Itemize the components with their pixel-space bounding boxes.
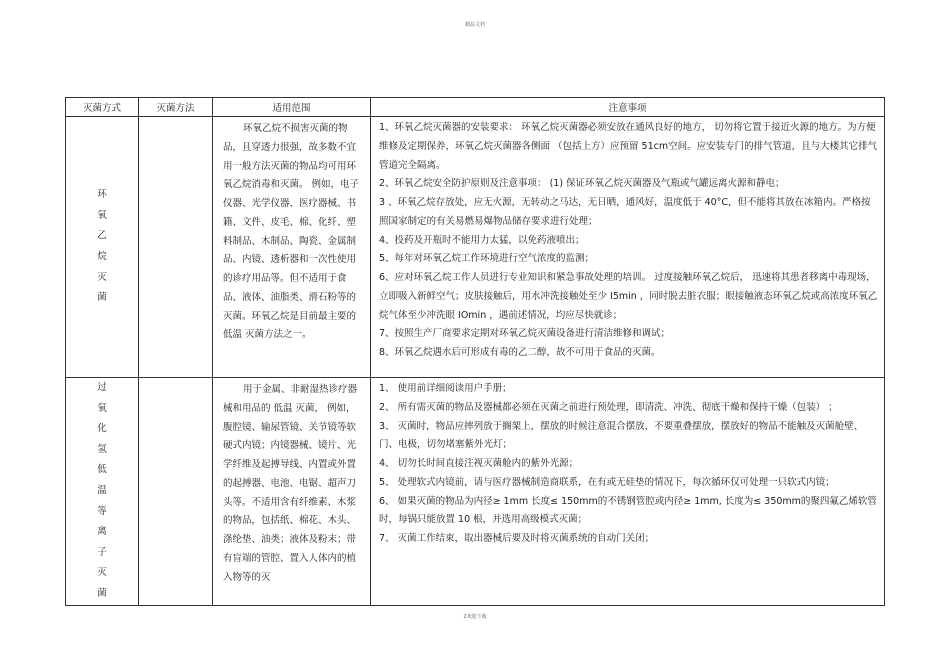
technique-cell <box>139 117 213 378</box>
note-item: 6、应对环氧乙烷工作人员进行专业知识和紧急事故处理的培训。 过度接触环氧乙烷后， 迅速将其患者移离中毒现场，立即吸入新鲜空气；皮肤接触后，用水冲洗接触处至少 I5min ，同时脱去脏衣服；眼接触液态环氧乙烷或高浓度环氧乙烷气体至少冲洗眼 IOmin ，遇前述情况，均应尽快就诊； <box>379 272 878 321</box>
method-name: 过氧化氢低温等离子灭菌 <box>97 382 107 599</box>
notes-list <box>371 117 884 365</box>
note-item: 6、 如果灭菌的物品为内径≥ 1mm 长度≤ 150mm的不锈钢管腔或内径≥ 1mm, 长度为≤ 350mm的聚四氟乙烯软管时，每锅只能放置 10 根，并选用高级模式灭菌； <box>379 495 877 526</box>
note-item: 2、 所有需灭菌的物品及器械都必须在灭菌之前进行预处理，即清洗、冲洗、彻底干燥和保持干燥（包装） ； <box>379 401 838 413</box>
table-header-row <box>66 98 885 117</box>
header-sterilization-method: 灭菌方法 <box>139 98 213 117</box>
note-item: 2、环氧乙烷安全防护原则及注意事项： (1) 保证环氧乙烷灭菌器及气瓶或气罐远离火源和静电； <box>379 178 785 190</box>
page-footer-note: 2欢迎下载 <box>463 614 487 620</box>
scope-cell <box>213 117 371 378</box>
notes-cell <box>371 378 885 606</box>
notes-cell <box>371 117 885 378</box>
note-item: 7、按照生产厂商要求定期对环氧乙烷灭菌设备进行清洁维修和调试； <box>379 328 671 340</box>
scope-text: 环氧乙烷不损害灭菌的物品，且穿透力很强，故多数不宜用一般方法灭菌的物品均可用环氧乙烷消毒和灭菌。 例如，电子仪器、光学仪器、医疗器械、书籍、文件、皮毛、棉、化纤、塑料制品、木制品、陶瓷、金属制品、内镜、透析器和一次性使用的诊疗用品等。但不适用于食品、液体、油脂类、滑石粉等的灭菌。环氧乙烷是目前最主要的 低温 灭菌方法之一。 <box>223 123 360 341</box>
header-scope: 适用范围 <box>213 98 371 117</box>
note-item: 4、投药及开瓶时不能用力太猛，以免药液喷出； <box>379 234 585 246</box>
notes-list <box>371 378 884 551</box>
technique-cell <box>139 378 213 606</box>
method-name: 环氧乙烷灭菌 <box>97 189 107 304</box>
note-item: 4、 切勿长时间直接注视灭菌舱内的紫外光源； <box>379 458 579 469</box>
note-item: 5、 处理软式内镜前，请与医疗器械制造商联系，在有或无硅垫的情况下，每次循环仅可处理一只软式内镜； <box>379 476 835 488</box>
sterilization-methods-table <box>65 97 885 606</box>
scope-cell <box>213 378 371 606</box>
header-sterilization-type: 灭菌方式 <box>66 98 139 117</box>
scope-text: 用于金属、非耐湿热诊疗器械和用品的 低温 灭菌， 例如，腹腔镜、输尿管镜、关节镜等软硬式内镜；内镜器械、镜片、光学纤维及起搏导线、内置或外置的起搏器、电池、电锯、超声刀头等。不适用含有纤维素、木浆的物品，包括纸、棉花、木头、涤纶垫、油类；液体及粉末；带有盲端的管腔、置入人体内的植入物等的灭 <box>223 384 358 583</box>
note-item: 5、每年对环氧乙烷工作环境进行空气浓度的监测； <box>379 253 595 265</box>
method-cell <box>66 117 139 378</box>
note-item: 8、环氧乙烷遇水后可形成有毒的乙二醇，故不可用于食品的灭菌。 <box>379 347 661 358</box>
note-item: 1、环氧乙烷灭菌器的安装要求： 环氧乙烷灭菌器必须安放在通风良好的地方， 切勿将它置于接近火源的地方。为方便维修及定期保养，环氧乙烷灭菌器各侧面 （包括上方）应预留 51cm空间。应安装专门的排气管道，且与大楼其它排气管道完全隔离。 <box>379 122 878 171</box>
table-row <box>66 117 885 378</box>
note-item: 3 、环氧乙烷存放处，应无火源，无转动之马达，无日晒，通风好，温度低于 40°C，但不能将其放在冰箱内。严格按照国家制定的有关易燃易爆物品储存要求进行处理； <box>379 197 871 227</box>
table-row <box>66 378 885 606</box>
header-precautions: 注意事项 <box>371 98 885 117</box>
note-item: 3、 灭菌时，物品应摔列放于搁架上，摆放的时候注意混合摆放，不要重叠摆放，摆放好的物品不能触及灭菌舱壁、门、电极，切勿堵塞紫外光灯； <box>379 420 864 451</box>
method-cell <box>66 378 139 606</box>
note-item: 7、 灭菌工作结束，取出器械后要及时将灭菌系统的自动门关闭； <box>379 533 655 544</box>
page-header-note: 精品文档 <box>464 22 485 28</box>
note-item: 1、 使用前详细阅读用户手册； <box>379 383 512 394</box>
